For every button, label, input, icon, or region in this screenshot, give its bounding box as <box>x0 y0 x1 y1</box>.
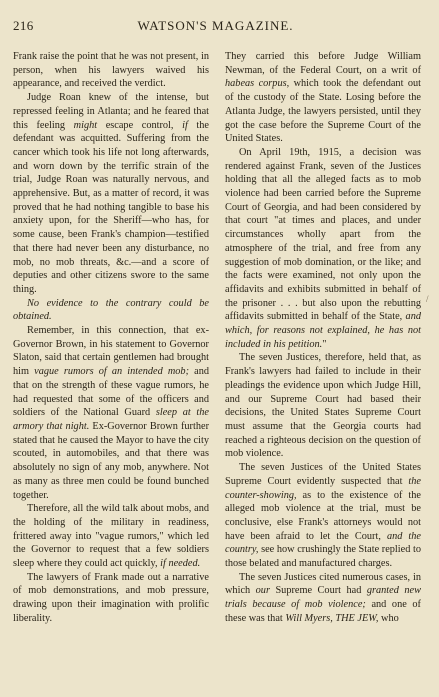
italic-text: habeas corpus, <box>225 78 290 90</box>
paragraph <box>13 297 209 324</box>
text-run: The seven Justices cited numerous cases, in which <box>225 571 421 597</box>
text-run: The lawyers of Frank made out a narrative of mob demonstrations, and mob pressure, drawing upon their imagination with prolific liberality. <box>13 571 209 624</box>
text-run: Ex-Governor Brown further stated that he caused the Mayor to have the city scouted, in automobiles, and that there was absolutely no sign of any mob, anywhere. Not as many as three men could be found bunched together. <box>13 420 209 501</box>
text-run: and that on the strength of these vague rumors, he had requested that some of the officers and soldiers of the National Guard <box>13 366 209 419</box>
text-run: who <box>378 612 399 624</box>
paragraph <box>225 461 421 571</box>
paragraph <box>225 571 421 626</box>
paragraph <box>13 502 209 571</box>
paragraph <box>13 324 209 502</box>
margin-mark: / <box>426 294 429 304</box>
text-run: The seven Justices, therefore, held that, as Frank's lawyers had failed to include in their pleadings the evidence upon which Judge Hill, and our Supreme Court had based their decisions, the United States Supreme Court must assume that the Georgia courts had reached a righteous decision on the question of mob violence. <box>225 352 421 460</box>
italic-text: granted new trials because of mob violence; <box>225 585 421 611</box>
text-run: On April 19th, 1915, a decision was rendered against Frank, seven of the Justices holding that all the alleged facts as to mob violence had been carried before the Supreme Court of Georgia, and had been considered by that court "at times and places, and under circumstances wholly apart from the atmosphere of the trial, and free from any suggestion of mob domination, or the like; and the facts were examined, not only upon the affidavits and exhibits submitted in behalf of the prisoner . . . but also upon the rebutting affidavits submitted in behalf of the State, <box>225 146 421 323</box>
text-run: escape control, <box>97 119 183 131</box>
text-run: which took the defendant out of the custody of the State. Losing before the Atlanta Judge, the lawyers persisted, until they got the case before the Supreme Court of the United States. <box>225 78 421 145</box>
right-column <box>225 50 421 626</box>
paragraph <box>225 50 421 146</box>
text-run: They carried this before Judge William Newman, of the Federal Court, on a writ of <box>225 51 421 76</box>
text-run: Frank raise the point that he was not present, in person, when his lawyers waived his appearance, and received the verdict. <box>13 51 209 90</box>
text-run: Remember, in this connection, that ex-Governor Brown, in his statement to Governor Slaton, said that certain gentlemen had brought him <box>13 325 209 378</box>
italic-text: sleep at the armory that night. <box>13 407 209 432</box>
left-column <box>13 50 209 626</box>
italic-text: the counter-showing, <box>225 475 421 501</box>
italic-text: No evidence to the contrary could be obtained. <box>13 297 209 323</box>
text-run: The seven Justices of the United States Supreme Court evidently suspected that <box>225 462 421 487</box>
paragraph <box>225 146 421 352</box>
text-run: Supreme Court had <box>269 585 367 597</box>
text-run: the defendant was acquitted. Suffering from the cancer which took his life not long afterwards, and worn down by the terrific strain of the trial, Judge Roan was naturally nervous, and apprehensive. But, as a matter of record, it was proved that he had nothing tangible to base his anxiety upon, for the Sheriff—who has, for some cause, been Frank's champion—testified that there had never been any disturbance, no mob, no mob threats, &c.—and a score of deputies and other citizens swore to the same thing. <box>13 119 210 295</box>
paragraph <box>225 351 421 461</box>
text-run: Judge Roan knew of the intense, but repressed feeling in Atlanta; and he feared that this feeling <box>13 92 209 131</box>
text-run: " <box>322 338 327 350</box>
magazine-title: WATSON'S MAGAZINE. <box>137 18 294 33</box>
italic-text: if <box>182 119 188 131</box>
italic-text: our <box>255 585 270 597</box>
italic-text: Will Myers, THE JEW, <box>285 612 379 624</box>
italic-text: and the country, <box>225 530 421 556</box>
paragraph <box>13 50 209 91</box>
page-number: 216 <box>13 18 34 33</box>
text-run: see how crushingly the State replied to those belated and manufactured charges. <box>225 544 421 570</box>
page-header <box>13 18 418 36</box>
italic-text: and which, for reasons not explained, he has not included in his petition. <box>225 311 421 350</box>
italic-text: vague rumors of an intended mob; <box>34 366 189 378</box>
text-run: Therefore, all the wild talk about mobs, and the holding of the military in readiness, frittered away into "vague rumors," which led the Governor to request that a few soldiers sleep where they could act quickly, <box>13 503 209 570</box>
text-run: and one of these was that <box>225 599 421 624</box>
text-run: as to the existence of the alleged mob violence at the trial, must be conclusive, else Frank's attorneys would not have been afraid to let the Court, <box>225 489 421 542</box>
italic-text: if needed. <box>160 558 201 570</box>
italic-text: might <box>73 119 98 131</box>
paragraph <box>13 91 209 297</box>
paragraph <box>13 571 209 626</box>
